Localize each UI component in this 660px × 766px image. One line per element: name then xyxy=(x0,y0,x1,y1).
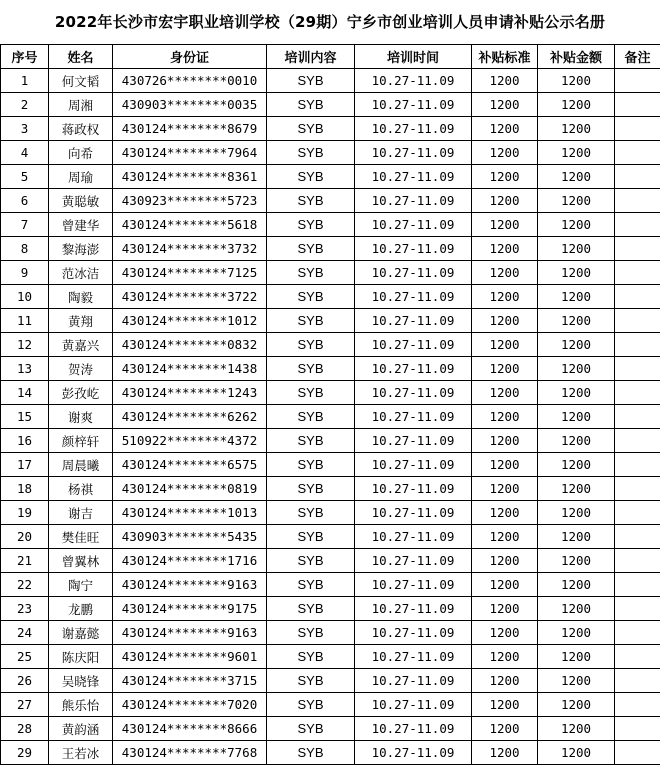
cell-period: 10.27-11.09 xyxy=(355,93,472,117)
cell-course: SYB xyxy=(267,693,355,717)
cell-standard: 1200 xyxy=(472,381,538,405)
cell-id-number: 430124********0832 xyxy=(113,333,267,357)
table-row xyxy=(1,525,660,549)
cell-period: 10.27-11.09 xyxy=(355,117,472,141)
cell-amount: 1200 xyxy=(538,165,615,189)
table-row xyxy=(1,117,660,141)
cell-id-number: 430124********8666 xyxy=(113,717,267,741)
col-header-period: 培训时间 xyxy=(355,45,472,69)
cell-id-number: 430124********8361 xyxy=(113,165,267,189)
cell-standard: 1200 xyxy=(472,453,538,477)
cell-name: 王若冰 xyxy=(49,741,113,765)
cell-standard: 1200 xyxy=(472,213,538,237)
cell-seq: 17 xyxy=(1,453,49,477)
cell-note xyxy=(615,189,660,213)
cell-standard: 1200 xyxy=(472,333,538,357)
cell-seq: 21 xyxy=(1,549,49,573)
cell-standard: 1200 xyxy=(472,261,538,285)
cell-name: 黄韵涵 xyxy=(49,717,113,741)
table-body xyxy=(1,69,660,765)
cell-id-number: 430124********9163 xyxy=(113,573,267,597)
cell-period: 10.27-11.09 xyxy=(355,453,472,477)
cell-seq: 22 xyxy=(1,573,49,597)
cell-id-number: 430124********1243 xyxy=(113,381,267,405)
cell-course: SYB xyxy=(267,525,355,549)
cell-name: 曾翼林 xyxy=(49,549,113,573)
cell-note xyxy=(615,597,660,621)
cell-id-number: 430124********1012 xyxy=(113,309,267,333)
table-row xyxy=(1,741,660,765)
cell-period: 10.27-11.09 xyxy=(355,501,472,525)
cell-id-number: 430124********7964 xyxy=(113,141,267,165)
cell-note xyxy=(615,237,660,261)
cell-course: SYB xyxy=(267,189,355,213)
cell-name: 陈庆阳 xyxy=(49,645,113,669)
cell-note xyxy=(615,285,660,309)
cell-amount: 1200 xyxy=(538,381,615,405)
cell-period: 10.27-11.09 xyxy=(355,237,472,261)
cell-name: 周湘 xyxy=(49,93,113,117)
cell-id-number: 430124********3732 xyxy=(113,237,267,261)
cell-id-number: 430124********1716 xyxy=(113,549,267,573)
table-row xyxy=(1,597,660,621)
cell-course: SYB xyxy=(267,141,355,165)
cell-id-number: 430124********1013 xyxy=(113,501,267,525)
table-row xyxy=(1,165,660,189)
cell-note xyxy=(615,525,660,549)
cell-period: 10.27-11.09 xyxy=(355,69,472,93)
cell-note xyxy=(615,693,660,717)
cell-seq: 6 xyxy=(1,189,49,213)
cell-standard: 1200 xyxy=(472,357,538,381)
cell-course: SYB xyxy=(267,405,355,429)
cell-note xyxy=(615,549,660,573)
col-header-seq: 序号 xyxy=(1,45,49,69)
cell-name: 谢爽 xyxy=(49,405,113,429)
cell-amount: 1200 xyxy=(538,477,615,501)
cell-standard: 1200 xyxy=(472,285,538,309)
table-row xyxy=(1,285,660,309)
cell-id-number: 430124********5618 xyxy=(113,213,267,237)
table-row xyxy=(1,549,660,573)
cell-standard: 1200 xyxy=(472,237,538,261)
cell-amount: 1200 xyxy=(538,693,615,717)
table-row xyxy=(1,309,660,333)
cell-amount: 1200 xyxy=(538,549,615,573)
cell-period: 10.27-11.09 xyxy=(355,213,472,237)
cell-seq: 3 xyxy=(1,117,49,141)
cell-name: 龙鹏 xyxy=(49,597,113,621)
cell-name: 贺涛 xyxy=(49,357,113,381)
cell-note xyxy=(615,69,660,93)
table-row xyxy=(1,93,660,117)
col-header-standard: 补贴标准 xyxy=(472,45,538,69)
cell-course: SYB xyxy=(267,213,355,237)
cell-name: 陶宁 xyxy=(49,573,113,597)
cell-period: 10.27-11.09 xyxy=(355,357,472,381)
cell-id-number: 430726********0010 xyxy=(113,69,267,93)
document-title: 2022年长沙市宏宇职业培训学校（29期）宁乡市创业培训人员申请补贴公示名册 xyxy=(54,13,606,31)
cell-period: 10.27-11.09 xyxy=(355,477,472,501)
cell-id-number: 430124********6262 xyxy=(113,405,267,429)
cell-id-number: 430124********7125 xyxy=(113,261,267,285)
cell-amount: 1200 xyxy=(538,669,615,693)
col-header-course: 培训内容 xyxy=(267,45,355,69)
cell-period: 10.27-11.09 xyxy=(355,573,472,597)
cell-standard: 1200 xyxy=(472,621,538,645)
cell-standard: 1200 xyxy=(472,549,538,573)
cell-name: 曾建华 xyxy=(49,213,113,237)
cell-name: 黄翔 xyxy=(49,309,113,333)
cell-course: SYB xyxy=(267,237,355,261)
cell-id-number: 430124********9163 xyxy=(113,621,267,645)
cell-note xyxy=(615,357,660,381)
cell-standard: 1200 xyxy=(472,717,538,741)
cell-seq: 14 xyxy=(1,381,49,405)
cell-seq: 23 xyxy=(1,597,49,621)
cell-course: SYB xyxy=(267,93,355,117)
table-row xyxy=(1,405,660,429)
cell-period: 10.27-11.09 xyxy=(355,309,472,333)
table-row xyxy=(1,717,660,741)
table-row xyxy=(1,477,660,501)
cell-note xyxy=(615,501,660,525)
cell-seq: 11 xyxy=(1,309,49,333)
cell-seq: 8 xyxy=(1,237,49,261)
cell-seq: 2 xyxy=(1,93,49,117)
cell-seq: 7 xyxy=(1,213,49,237)
cell-standard: 1200 xyxy=(472,693,538,717)
cell-seq: 16 xyxy=(1,429,49,453)
cell-note xyxy=(615,453,660,477)
cell-standard: 1200 xyxy=(472,501,538,525)
cell-course: SYB xyxy=(267,309,355,333)
cell-seq: 24 xyxy=(1,621,49,645)
table-row xyxy=(1,669,660,693)
cell-id-number: 430124********1438 xyxy=(113,357,267,381)
table-row xyxy=(1,357,660,381)
cell-amount: 1200 xyxy=(538,501,615,525)
cell-note xyxy=(615,93,660,117)
table-row xyxy=(1,501,660,525)
cell-course: SYB xyxy=(267,285,355,309)
col-header-name: 姓名 xyxy=(49,45,113,69)
cell-name: 谢嘉懿 xyxy=(49,621,113,645)
cell-name: 彭孜屹 xyxy=(49,381,113,405)
cell-period: 10.27-11.09 xyxy=(355,693,472,717)
cell-id-number: 430124********7020 xyxy=(113,693,267,717)
cell-note xyxy=(615,717,660,741)
cell-id-number: 430903********5435 xyxy=(113,525,267,549)
cell-period: 10.27-11.09 xyxy=(355,165,472,189)
cell-name: 黄嘉兴 xyxy=(49,333,113,357)
cell-course: SYB xyxy=(267,261,355,285)
cell-course: SYB xyxy=(267,69,355,93)
cell-period: 10.27-11.09 xyxy=(355,381,472,405)
cell-seq: 26 xyxy=(1,669,49,693)
cell-amount: 1200 xyxy=(538,357,615,381)
table-row xyxy=(1,573,660,597)
cell-course: SYB xyxy=(267,741,355,765)
cell-name: 陶毅 xyxy=(49,285,113,309)
cell-id-number: 430124********3722 xyxy=(113,285,267,309)
cell-course: SYB xyxy=(267,717,355,741)
cell-note xyxy=(615,477,660,501)
cell-note xyxy=(615,141,660,165)
cell-note xyxy=(615,261,660,285)
cell-period: 10.27-11.09 xyxy=(355,261,472,285)
cell-standard: 1200 xyxy=(472,477,538,501)
cell-name: 何文韬 xyxy=(49,69,113,93)
cell-amount: 1200 xyxy=(538,213,615,237)
table-row xyxy=(1,333,660,357)
cell-name: 杨祺 xyxy=(49,477,113,501)
cell-seq: 5 xyxy=(1,165,49,189)
cell-seq: 28 xyxy=(1,717,49,741)
cell-id-number: 430124********6575 xyxy=(113,453,267,477)
cell-period: 10.27-11.09 xyxy=(355,717,472,741)
table-row xyxy=(1,141,660,165)
table-row xyxy=(1,645,660,669)
cell-course: SYB xyxy=(267,357,355,381)
cell-amount: 1200 xyxy=(538,237,615,261)
cell-note xyxy=(615,645,660,669)
table-row xyxy=(1,69,660,93)
cell-period: 10.27-11.09 xyxy=(355,333,472,357)
cell-standard: 1200 xyxy=(472,573,538,597)
col-header-note: 备注 xyxy=(615,45,660,69)
cell-id-number: 430923********5723 xyxy=(113,189,267,213)
cell-note xyxy=(615,213,660,237)
cell-seq: 10 xyxy=(1,285,49,309)
cell-period: 10.27-11.09 xyxy=(355,597,472,621)
cell-course: SYB xyxy=(267,165,355,189)
cell-period: 10.27-11.09 xyxy=(355,141,472,165)
cell-note xyxy=(615,333,660,357)
cell-name: 黎海澎 xyxy=(49,237,113,261)
cell-course: SYB xyxy=(267,621,355,645)
cell-seq: 9 xyxy=(1,261,49,285)
cell-amount: 1200 xyxy=(538,333,615,357)
cell-id-number: 430124********9601 xyxy=(113,645,267,669)
cell-standard: 1200 xyxy=(472,309,538,333)
table-row xyxy=(1,381,660,405)
table-header-row xyxy=(1,45,660,69)
cell-amount: 1200 xyxy=(538,573,615,597)
cell-standard: 1200 xyxy=(472,141,538,165)
cell-standard: 1200 xyxy=(472,117,538,141)
cell-course: SYB xyxy=(267,381,355,405)
cell-period: 10.27-11.09 xyxy=(355,285,472,309)
cell-amount: 1200 xyxy=(538,261,615,285)
cell-amount: 1200 xyxy=(538,717,615,741)
cell-note xyxy=(615,405,660,429)
cell-note xyxy=(615,381,660,405)
cell-seq: 15 xyxy=(1,405,49,429)
cell-name: 熊乐怡 xyxy=(49,693,113,717)
cell-note xyxy=(615,741,660,765)
cell-note xyxy=(615,165,660,189)
cell-course: SYB xyxy=(267,429,355,453)
cell-amount: 1200 xyxy=(538,309,615,333)
cell-period: 10.27-11.09 xyxy=(355,189,472,213)
cell-standard: 1200 xyxy=(472,165,538,189)
cell-period: 10.27-11.09 xyxy=(355,741,472,765)
cell-amount: 1200 xyxy=(538,285,615,309)
cell-period: 10.27-11.09 xyxy=(355,621,472,645)
cell-seq: 12 xyxy=(1,333,49,357)
cell-seq: 19 xyxy=(1,501,49,525)
cell-course: SYB xyxy=(267,501,355,525)
cell-name: 颜梓轩 xyxy=(49,429,113,453)
cell-seq: 1 xyxy=(1,69,49,93)
cell-amount: 1200 xyxy=(538,429,615,453)
cell-standard: 1200 xyxy=(472,405,538,429)
cell-standard: 1200 xyxy=(472,741,538,765)
cell-amount: 1200 xyxy=(538,597,615,621)
table-row xyxy=(1,621,660,645)
cell-seq: 25 xyxy=(1,645,49,669)
cell-standard: 1200 xyxy=(472,669,538,693)
cell-course: SYB xyxy=(267,117,355,141)
table-row xyxy=(1,213,660,237)
cell-amount: 1200 xyxy=(538,645,615,669)
cell-period: 10.27-11.09 xyxy=(355,405,472,429)
cell-id-number: 430124********9175 xyxy=(113,597,267,621)
cell-seq: 13 xyxy=(1,357,49,381)
cell-name: 樊佳旺 xyxy=(49,525,113,549)
table-row xyxy=(1,429,660,453)
cell-course: SYB xyxy=(267,453,355,477)
cell-course: SYB xyxy=(267,573,355,597)
cell-standard: 1200 xyxy=(472,525,538,549)
cell-amount: 1200 xyxy=(538,453,615,477)
table-row xyxy=(1,453,660,477)
cell-note xyxy=(615,621,660,645)
cell-amount: 1200 xyxy=(538,69,615,93)
cell-note xyxy=(615,429,660,453)
cell-name: 谢吉 xyxy=(49,501,113,525)
cell-amount: 1200 xyxy=(538,621,615,645)
cell-standard: 1200 xyxy=(472,93,538,117)
cell-id-number: 430903********0035 xyxy=(113,93,267,117)
cell-amount: 1200 xyxy=(538,405,615,429)
cell-name: 周晨曦 xyxy=(49,453,113,477)
cell-id-number: 510922********4372 xyxy=(113,429,267,453)
cell-course: SYB xyxy=(267,597,355,621)
cell-seq: 29 xyxy=(1,741,49,765)
cell-standard: 1200 xyxy=(472,189,538,213)
cell-note xyxy=(615,309,660,333)
cell-standard: 1200 xyxy=(472,597,538,621)
cell-name: 周瑜 xyxy=(49,165,113,189)
cell-note xyxy=(615,669,660,693)
cell-id-number: 430124********3715 xyxy=(113,669,267,693)
cell-course: SYB xyxy=(267,333,355,357)
cell-period: 10.27-11.09 xyxy=(355,525,472,549)
cell-name: 范冰洁 xyxy=(49,261,113,285)
cell-name: 向希 xyxy=(49,141,113,165)
subsidy-roster-table xyxy=(0,44,660,765)
cell-standard: 1200 xyxy=(472,645,538,669)
cell-name: 蒋政权 xyxy=(49,117,113,141)
table-row xyxy=(1,261,660,285)
cell-period: 10.27-11.09 xyxy=(355,669,472,693)
cell-period: 10.27-11.09 xyxy=(355,549,472,573)
cell-course: SYB xyxy=(267,549,355,573)
table-row xyxy=(1,189,660,213)
table-row xyxy=(1,237,660,261)
cell-period: 10.27-11.09 xyxy=(355,429,472,453)
cell-amount: 1200 xyxy=(538,525,615,549)
cell-id-number: 430124********7768 xyxy=(113,741,267,765)
cell-standard: 1200 xyxy=(472,69,538,93)
cell-amount: 1200 xyxy=(538,93,615,117)
cell-course: SYB xyxy=(267,669,355,693)
cell-name: 吴晓锋 xyxy=(49,669,113,693)
table-row xyxy=(1,693,660,717)
cell-course: SYB xyxy=(267,477,355,501)
cell-course: SYB xyxy=(267,645,355,669)
cell-seq: 4 xyxy=(1,141,49,165)
cell-amount: 1200 xyxy=(538,189,615,213)
cell-id-number: 430124********0819 xyxy=(113,477,267,501)
col-header-amount: 补贴金额 xyxy=(538,45,615,69)
cell-seq: 18 xyxy=(1,477,49,501)
cell-name: 黄聪敏 xyxy=(49,189,113,213)
cell-id-number: 430124********8679 xyxy=(113,117,267,141)
col-header-id: 身份证 xyxy=(113,45,267,69)
cell-standard: 1200 xyxy=(472,429,538,453)
cell-amount: 1200 xyxy=(538,141,615,165)
cell-seq: 20 xyxy=(1,525,49,549)
cell-note xyxy=(615,117,660,141)
cell-period: 10.27-11.09 xyxy=(355,645,472,669)
cell-seq: 27 xyxy=(1,693,49,717)
cell-amount: 1200 xyxy=(538,117,615,141)
cell-amount: 1200 xyxy=(538,741,615,765)
cell-note xyxy=(615,573,660,597)
